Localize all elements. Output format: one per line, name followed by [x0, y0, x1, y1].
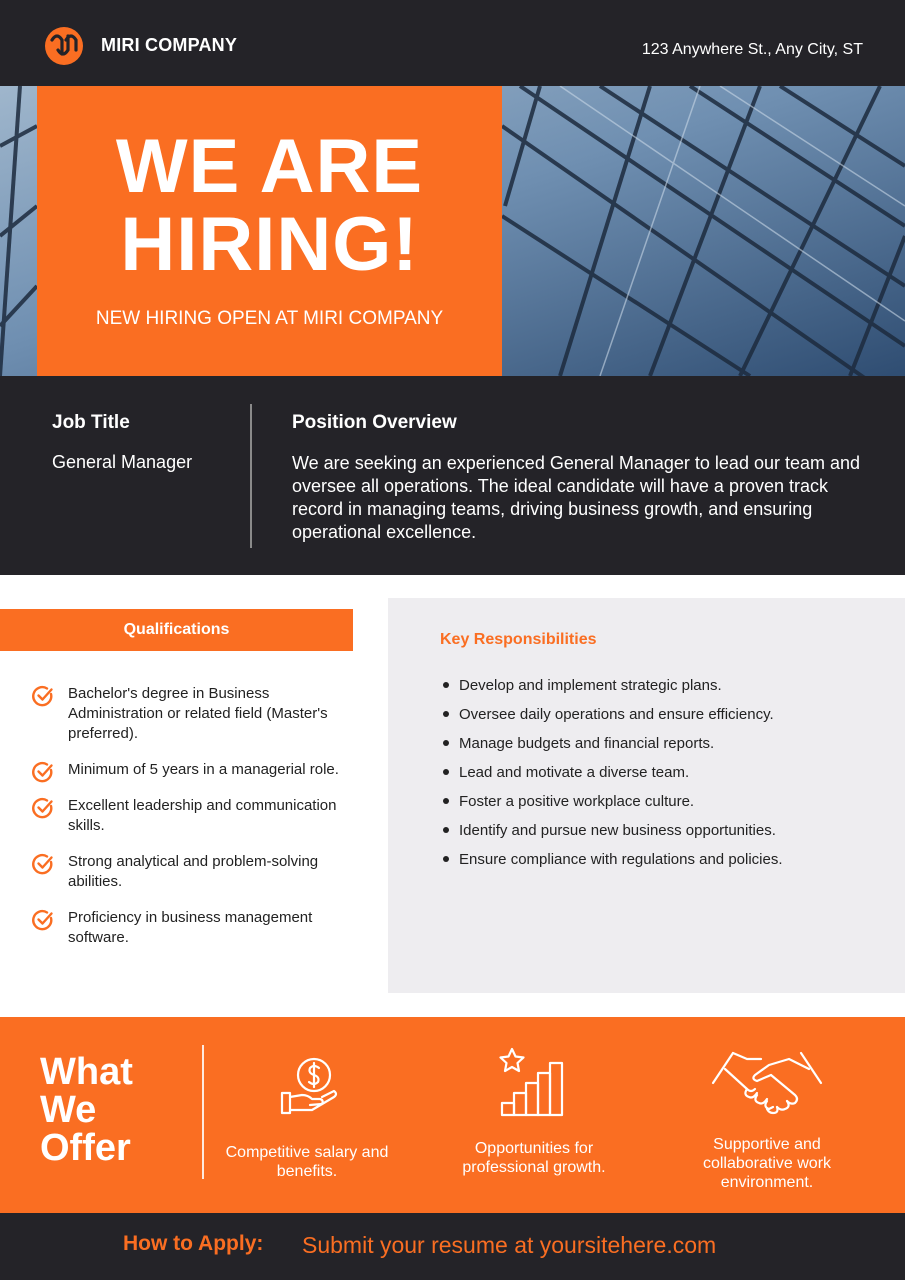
offer-title-line: What	[40, 1051, 133, 1093]
handshake-icon	[711, 1049, 823, 1117]
job-info-section	[0, 376, 905, 575]
qualification-item	[32, 908, 342, 948]
responsibility-item: Lead and motivate a diverse team.	[440, 758, 860, 787]
hero-headline-box	[37, 86, 502, 376]
check-circle-icon	[32, 761, 54, 783]
check-circle-icon	[32, 853, 54, 875]
apply-instructions-link[interactable]: Submit your resume at yoursitehere.com	[302, 1232, 717, 1258]
responsibility-item: Develop and implement strategic plans.	[440, 671, 860, 700]
responsibility-item: Manage budgets and financial reports.	[440, 729, 860, 758]
qualification-text: Minimum of 5 years in a managerial role.	[68, 761, 339, 778]
qualification-text: Proficiency in business management software.	[68, 909, 313, 946]
job-title-value: General Manager	[52, 452, 193, 472]
miri-stripes-logo-icon	[44, 26, 84, 66]
qualification-text: Excellent leadership and communication skills.	[68, 797, 337, 834]
responsibility-item: Identify and pursue new business opportunities.	[440, 816, 860, 845]
offer-item-growth	[439, 1047, 629, 1177]
offer-title-line: Offer	[40, 1127, 131, 1169]
qualification-item	[32, 684, 342, 744]
qualifications-list	[32, 684, 342, 964]
check-circle-icon	[32, 685, 54, 707]
offer-title-line: We	[40, 1089, 97, 1131]
company-address: 123 Anywhere St., Any City, ST	[641, 41, 863, 58]
offer-item-salary-text: Competitive salary and benefits.	[225, 1144, 389, 1180]
offer-item-environment	[672, 1049, 862, 1192]
qualification-item	[32, 760, 342, 780]
how-to-apply-label: How to Apply:	[123, 1232, 264, 1255]
check-circle-icon	[32, 909, 54, 931]
qualification-item	[32, 796, 342, 836]
hero-title-line-2: HIRING!	[120, 202, 419, 287]
position-overview-label: Position Overview	[292, 412, 457, 433]
hero-title	[37, 124, 502, 287]
vertical-divider	[250, 404, 252, 548]
responsibility-item: Ensure compliance with regulations and policies.	[440, 845, 860, 874]
qualifications-heading: Qualifications	[123, 621, 230, 638]
qualifications-heading-bar	[0, 609, 353, 651]
responsibility-item: Oversee daily operations and ensure efficiency.	[440, 700, 860, 729]
responsibilities-list	[440, 671, 860, 874]
responsibility-item: Foster a positive workplace culture.	[440, 787, 860, 816]
hero-title-line-1: WE ARE	[115, 124, 424, 209]
offer-item-growth-text: Opportunities for professional growth.	[462, 1140, 606, 1176]
responsibilities-heading: Key Responsibilities	[440, 631, 597, 648]
check-circle-icon	[32, 797, 54, 819]
offer-divider	[202, 1045, 204, 1179]
offer-title	[40, 1053, 133, 1167]
growth-chart-star-icon	[496, 1047, 572, 1119]
responsibilities-panel	[388, 598, 905, 993]
offer-item-salary	[212, 1055, 402, 1181]
qualification-text: Bachelor's degree in Business Administration or related field (Master's preferred).	[68, 685, 328, 742]
hero-subtitle: NEW HIRING OPEN AT MIRI COMPANY	[95, 308, 444, 329]
hand-coin-icon	[272, 1055, 342, 1119]
company-name: MIRI COMPANY	[101, 35, 238, 55]
offer-section	[0, 1017, 905, 1213]
position-overview-text: We are seeking an experienced General Manager to lead our team and oversee all operations. The ideal candidate will have a proven track record in managing teams, driving business growth, and ensuring operational excellence.	[292, 453, 861, 542]
offer-item-environment-text: Supportive and collaborative work environment.	[702, 1136, 832, 1191]
job-title-label: Job Title	[52, 412, 130, 433]
qualification-text: Strong analytical and problem-solving abilities.	[68, 853, 319, 890]
header-bar	[0, 0, 905, 86]
apply-footer	[0, 1213, 905, 1280]
hero-section	[0, 86, 905, 376]
qualification-item	[32, 852, 342, 892]
